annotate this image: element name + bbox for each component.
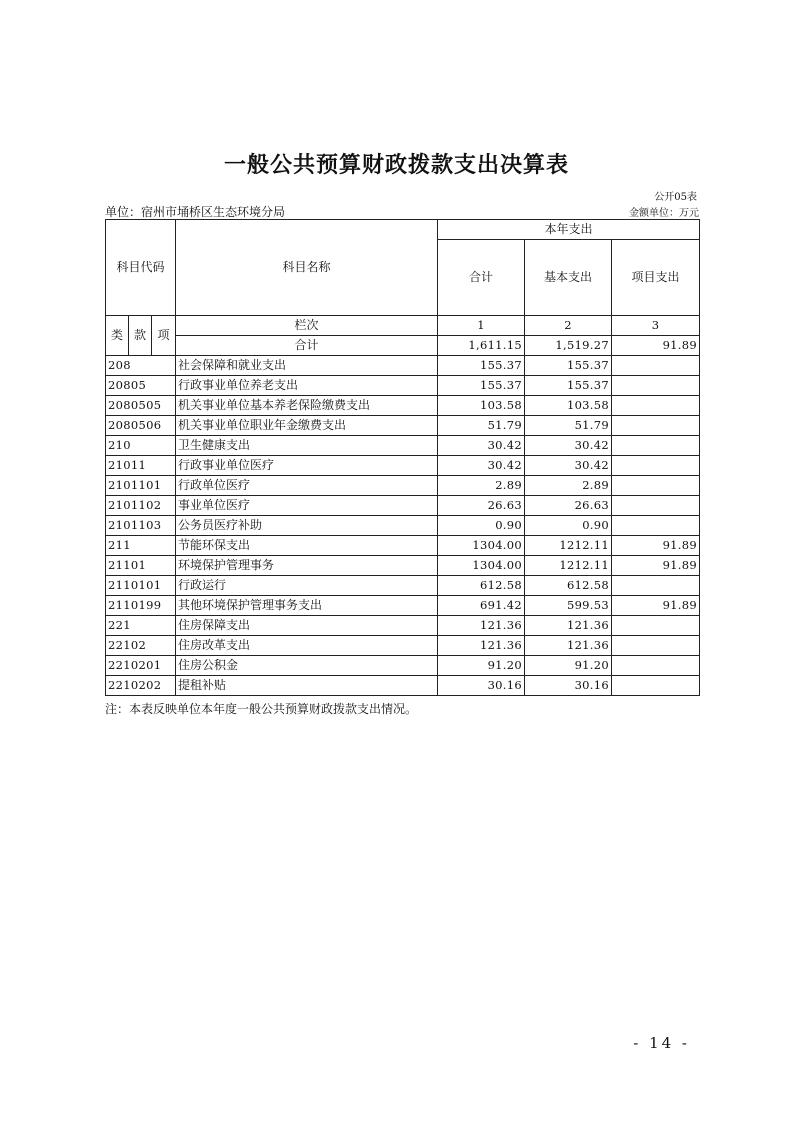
row-basic: 103.58: [525, 396, 612, 416]
table-row: [106, 556, 700, 576]
row-basic: 51.79: [525, 416, 612, 436]
row-name: 住房改革支出: [176, 636, 438, 656]
row-basic: 91.20: [525, 656, 612, 676]
row-total: 30.16: [438, 676, 525, 696]
header-row-1: [106, 220, 700, 240]
unit-line: [105, 203, 699, 220]
summary-label: 合计: [176, 336, 438, 356]
header-name: 科目名称: [176, 220, 438, 316]
row-total: 121.36: [438, 636, 525, 656]
row-name: 机关事业单位职业年金缴费支出: [176, 416, 438, 436]
row-project: [612, 416, 700, 436]
column-number-2: 2: [525, 316, 612, 336]
header-year-expense: 本年支出: [438, 220, 700, 240]
row-name: 环境保护管理事务: [176, 556, 438, 576]
footnote: 注：本表反映单位本年度一般公共预算财政拨款支出情况。: [105, 702, 418, 716]
header-lei: 类: [106, 316, 129, 356]
row-name: 行政事业单位医疗: [176, 456, 438, 476]
table-row: [106, 516, 700, 536]
table-row: [106, 656, 700, 676]
row-total: 26.63: [438, 496, 525, 516]
row-project: [612, 356, 700, 376]
row-basic: 30.42: [525, 456, 612, 476]
row-code: 2101103: [106, 516, 176, 536]
row-total: 155.37: [438, 356, 525, 376]
header-xiang: 项: [152, 316, 176, 356]
row-basic: 1212.11: [525, 556, 612, 576]
row-project: [612, 616, 700, 636]
row-basic: 599.53: [525, 596, 612, 616]
amount-unit: 金额单位：万元: [629, 208, 699, 219]
row-project: [612, 676, 700, 696]
header-basic: 基本支出: [525, 240, 612, 316]
row-total: 0.90: [438, 516, 525, 536]
row-project: [612, 436, 700, 456]
row-project: [612, 576, 700, 596]
header-code: 科目代码: [106, 220, 176, 316]
table-row: [106, 576, 700, 596]
column-number-1: 1: [438, 316, 525, 336]
table-row: [106, 476, 700, 496]
row-total: 51.79: [438, 416, 525, 436]
row-total: 612.58: [438, 576, 525, 596]
row-basic: 26.63: [525, 496, 612, 516]
header-kuan: 款: [129, 316, 152, 356]
row-project: 91.89: [612, 556, 700, 576]
table-row: [106, 436, 700, 456]
row-project: [612, 376, 700, 396]
row-code: 2101102: [106, 496, 176, 516]
unit-label: 单位：宿州市埇桥区生态环境分局: [105, 205, 286, 219]
row-basic: 121.36: [525, 616, 612, 636]
header-total: 合计: [438, 240, 525, 316]
row-basic: 612.58: [525, 576, 612, 596]
row-code: 21011: [106, 456, 176, 476]
row-name: 社会保障和就业支出: [176, 356, 438, 376]
row-code: 210: [106, 436, 176, 456]
row-project: [612, 516, 700, 536]
row-total: 1304.00: [438, 556, 525, 576]
row-project: 91.89: [612, 596, 700, 616]
summary-total: 1,611.15: [438, 336, 525, 356]
row-total: 91.20: [438, 656, 525, 676]
table-row: [106, 376, 700, 396]
row-basic: 30.16: [525, 676, 612, 696]
table-row: [106, 356, 700, 376]
row-total: 2.89: [438, 476, 525, 496]
row-code: 221: [106, 616, 176, 636]
row-basic: 155.37: [525, 376, 612, 396]
summary-row: [106, 336, 700, 356]
page-title: 一般公共预算财政拨款支出决算表: [223, 153, 569, 178]
row-total: 155.37: [438, 376, 525, 396]
row-basic: 155.37: [525, 356, 612, 376]
expenditure-table: [105, 219, 700, 696]
header-project: 项目支出: [612, 240, 700, 316]
row-total: 30.42: [438, 436, 525, 456]
row-basic: 0.90: [525, 516, 612, 536]
row-code: 2080505: [106, 396, 176, 416]
row-project: [612, 396, 700, 416]
row-basic: 2.89: [525, 476, 612, 496]
row-project: [612, 456, 700, 476]
row-name: 行政运行: [176, 576, 438, 596]
row-name: 卫生健康支出: [176, 436, 438, 456]
row-name: 行政单位医疗: [176, 476, 438, 496]
row-code: 2080506: [106, 416, 176, 436]
page-number: - 14 -: [633, 1034, 690, 1052]
row-project: [612, 476, 700, 496]
row-total: 1304.00: [438, 536, 525, 556]
row-code: 2210202: [106, 676, 176, 696]
row-name: 提租补贴: [176, 676, 438, 696]
row-code: 20805: [106, 376, 176, 396]
row-name: 其他环境保护管理事务支出: [176, 596, 438, 616]
table-row: [106, 596, 700, 616]
table-row: [106, 616, 700, 636]
row-code: 21101: [106, 556, 176, 576]
row-project: [612, 496, 700, 516]
row-code: 2210201: [106, 656, 176, 676]
row-name: 住房公积金: [176, 656, 438, 676]
row-basic: 121.36: [525, 636, 612, 656]
table-row: [106, 396, 700, 416]
row-total: 103.58: [438, 396, 525, 416]
row-basic: 30.42: [525, 436, 612, 456]
table-row: [106, 456, 700, 476]
column-number-3: 3: [612, 316, 700, 336]
row-project: [612, 656, 700, 676]
table-row: [106, 496, 700, 516]
summary-basic: 1,519.27: [525, 336, 612, 356]
table-row: [106, 676, 700, 696]
row-total: 30.42: [438, 456, 525, 476]
column-number-row: [106, 316, 700, 336]
row-code: 211: [106, 536, 176, 556]
row-code: 2110101: [106, 576, 176, 596]
row-name: 节能环保支出: [176, 536, 438, 556]
row-basic: 1212.11: [525, 536, 612, 556]
column-number-label: 栏次: [176, 316, 438, 336]
row-project: 91.89: [612, 536, 700, 556]
row-name: 行政事业单位养老支出: [176, 376, 438, 396]
row-name: 住房保障支出: [176, 616, 438, 636]
table-row: [106, 636, 700, 656]
row-name: 事业单位医疗: [176, 496, 438, 516]
summary-project: 91.89: [612, 336, 700, 356]
row-total: 121.36: [438, 616, 525, 636]
row-code: 2110199: [106, 596, 176, 616]
row-code: 2101101: [106, 476, 176, 496]
row-code: 208: [106, 356, 176, 376]
row-total: 691.42: [438, 596, 525, 616]
row-name: 机关事业单位基本养老保险缴费支出: [176, 396, 438, 416]
row-project: [612, 636, 700, 656]
row-name: 公务员医疗补助: [176, 516, 438, 536]
row-code: 22102: [106, 636, 176, 656]
table-row: [106, 536, 700, 556]
table-row: [106, 416, 700, 436]
table-number: 公开05表: [654, 192, 697, 203]
